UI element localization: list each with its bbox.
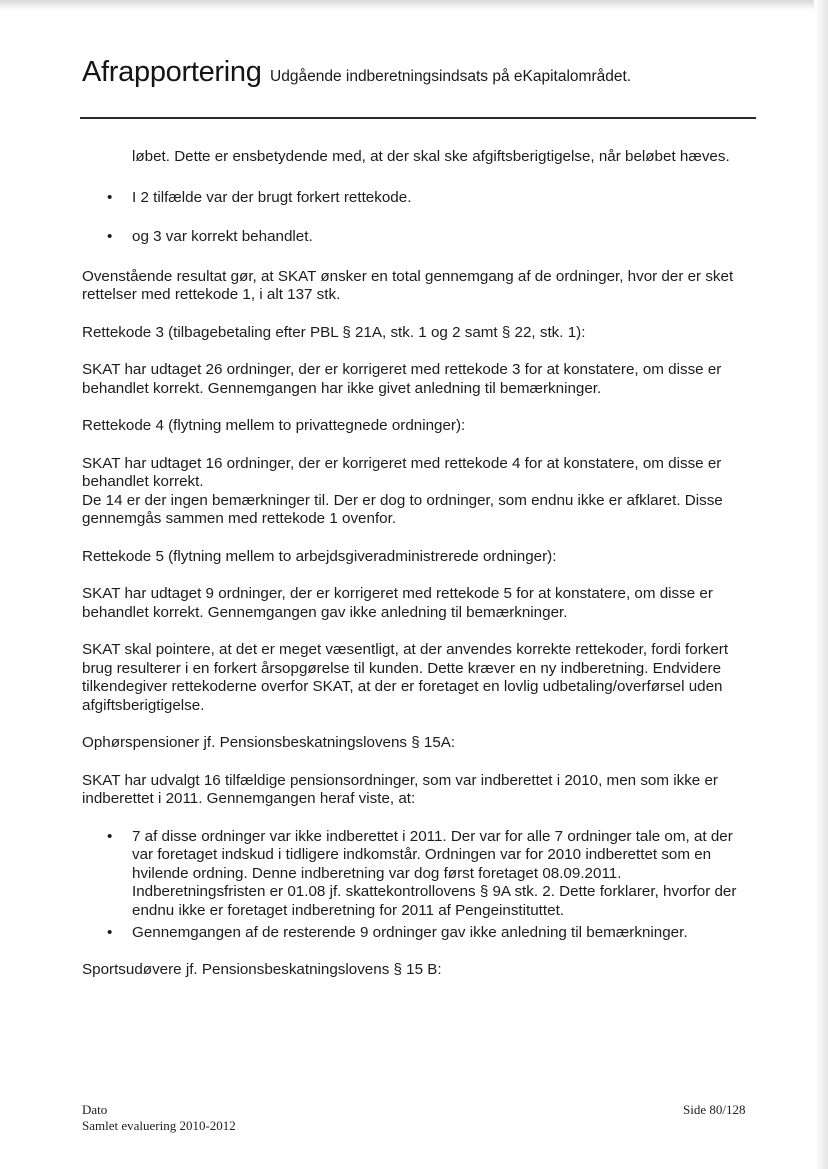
result-bullet-list <box>82 189 752 247</box>
list-item: • og 3 var korrekt behandlet. <box>82 228 752 247</box>
paragraph: De 14 er der ingen bemærkninger til. Der er dog to ordninger, som endnu ikke er afklaret. Disse gennemgås sammen med rettekode 1 ovenfor. <box>82 491 723 527</box>
paragraph: Ovenstående resultat gør, at SKAT ønsker en total gennemgang af de ordninger, hvor der er sket rettelser med rettekode 1, i alt 137 stk. <box>82 267 734 303</box>
page-header <box>82 56 762 89</box>
header-divider <box>80 117 756 119</box>
paragraph: SKAT har udtaget 9 ordninger, der er korrigeret med rettekode 5 for at konstatere, om disse er behandlet korrekt. Gennemgangen gav ikke anledning til bemærkninger. <box>82 585 713 621</box>
section-heading: Ophørspensioner jf. Pensionsbeskatningslovens § 15A: <box>82 734 456 751</box>
page-footer-left <box>82 1102 236 1134</box>
paragraph: SKAT skal pointere, at det er meget væsentligt, at der anvendes korrekte rettekoder, fordi forkert brug resulterer i en forkert årsopgørelse til kunden. Dette kræver en ny indberetning. Endvidere tilkendegiver rettekoderne overfor SKAT, at der er foretaget en lovlig udbetaling/overførsel uden afgiftsberigtigelse. <box>82 641 729 714</box>
findings-bullet-list <box>82 828 752 943</box>
paragraph: SKAT har udtaget 16 ordninger, der er korrigeret med rettekode 4 for at konstatere, om disse er behandlet korrekt. <box>82 454 722 490</box>
list-item: • 7 af disse ordninger var ikke indberettet i 2011. Der var for alle 7 ordninger tale om, at der var foretaget indskud i tidligere indkomstår. Ordningen var for 2010 indberettet som en hvilende ordning. Denne indberetning var dog først foretaget 08.09.2011. Indberetningsfristen er 01.08 jf. skattekontrollovens § 9A stk. 2. Dette forklarer, hvorfor der endnu ikke er foretaget indberetning for 2011 af Pengeinstituttet. <box>82 828 752 921</box>
header-subtitle: Udgående indberetningsindsats på eKapitalområdet. <box>270 68 632 85</box>
paragraph: SKAT har udvalgt 16 tilfældige pensionsordninger, som var indberettet i 2010, men som ikke er indberettet i 2011. Gennemgangen heraf viste, at: <box>82 771 718 807</box>
list-item: • I 2 tilfælde var der brugt forkert rettekode. <box>82 189 752 208</box>
paragraph: SKAT har udtaget 26 ordninger, der er korrigeret med rettekode 3 for at konstatere, om disse er behandlet korrekt. Gennemgangen har ikke givet anledning til bemærkninger. <box>82 361 722 397</box>
section-heading: Rettekode 3 (tilbagebetaling efter PBL § 21A, stk. 1 og 2 samt § 22, stk. 1): <box>82 323 586 341</box>
continuation-paragraph: løbet. Dette er ensbetydende med, at der skal ske afgiftsberigtigelse, når beløbet hæves. <box>132 148 730 165</box>
section-heading: Sportsudøvere jf. Pensionsbeskatningslovens § 15 B: <box>82 960 442 978</box>
page-number: Side 80/128 <box>683 1102 746 1117</box>
footer-report-name: Samlet evaluering 2010-2012 <box>82 1118 236 1133</box>
scan-edge-right <box>814 0 828 1169</box>
list-item: • Gennemgangen af de resterende 9 ordninger gav ikke anledning til bemærkninger. <box>82 924 752 943</box>
document-body <box>82 148 752 979</box>
section-heading: Rettekode 5 (flytning mellem to arbejdsgiveradministrerede ordninger): <box>82 547 557 565</box>
footer-date-label: Dato <box>82 1102 108 1117</box>
section-heading: Rettekode 4 (flytning mellem to privattegnede ordninger): <box>82 417 466 434</box>
scan-edge-top <box>0 0 828 10</box>
header-title: Afrapportering <box>82 56 262 88</box>
